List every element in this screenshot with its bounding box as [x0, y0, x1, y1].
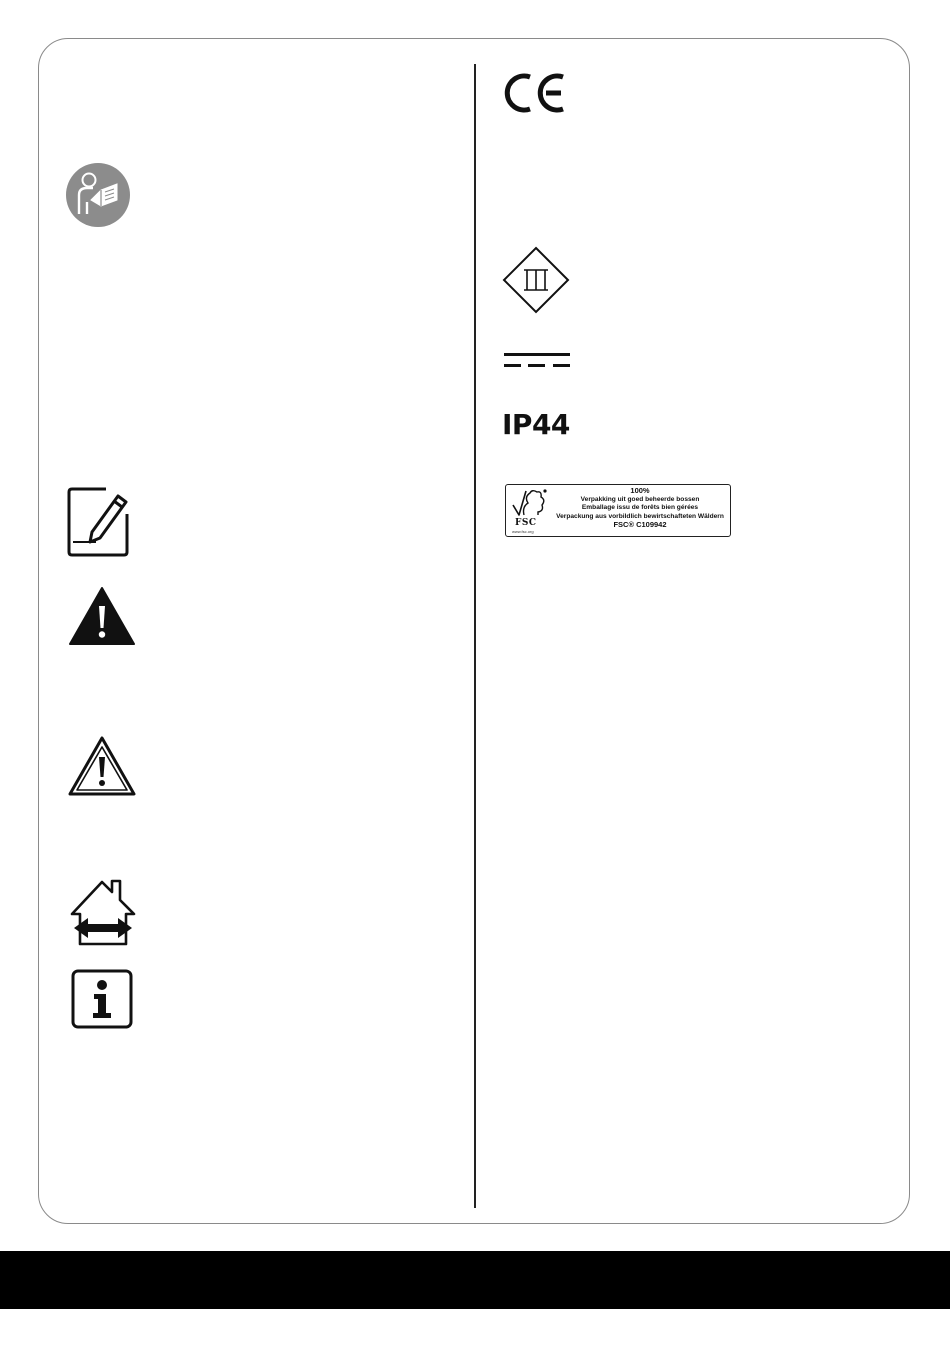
fsc-label	[505, 484, 731, 537]
fsc-logo-icon	[510, 487, 548, 519]
caution-warning-icon	[68, 736, 136, 796]
fsc-text-block	[550, 487, 730, 530]
ip-rating-label: IP44	[502, 408, 570, 441]
column-divider	[474, 64, 476, 1208]
fsc-line-nl: Verpakking uit goed beheerde bossen	[580, 495, 700, 503]
ce-mark-icon	[502, 72, 568, 114]
danger-warning-icon	[68, 586, 136, 646]
footer-bar	[0, 1251, 950, 1309]
fsc-url: www.fsc.org	[512, 529, 534, 534]
indoor-use-icon	[68, 876, 140, 948]
note-icon	[66, 484, 132, 558]
fsc-line-fr: Emballage issu de forêts bien gérées	[581, 504, 699, 512]
fsc-percentage: 100%	[630, 486, 650, 495]
info-icon	[70, 968, 134, 1030]
read-manual-icon	[65, 162, 131, 228]
fsc-line-de: Verpackung aus vorbildlich bewirtschafteten Wäldern	[556, 512, 724, 520]
fsc-license-code: FSC® C109942	[613, 520, 667, 530]
protection-class-iii-icon	[502, 246, 570, 314]
direct-current-icon	[502, 350, 572, 370]
fsc-logo-word: FSC	[515, 518, 537, 528]
